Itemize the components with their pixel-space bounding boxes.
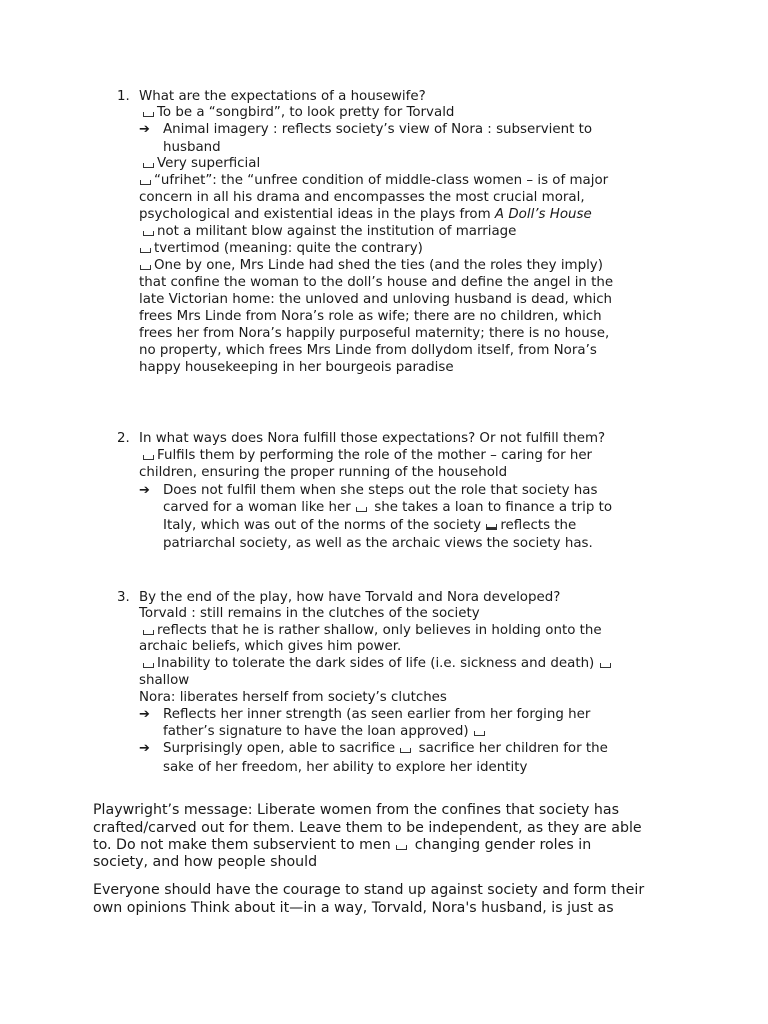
placeholder-glyph-icon [474, 731, 485, 736]
q1-line: that confine the woman to the doll’s house and define the angel in the [139, 275, 614, 290]
q2-line: Does not fulfil them when she steps out the role that society has [163, 483, 598, 498]
q3-line: Torvald : still remains in the clutches of the society [139, 606, 480, 621]
closing-line: Everyone should have the courage to stand up against society and form their [93, 882, 645, 898]
placeholder-glyph-icon [143, 663, 154, 668]
play-title: A Doll’s House [494, 207, 592, 222]
q1-line: frees her from Nora’s happily purposeful maternity; there is no house, [139, 326, 610, 341]
q3-line: sake of her freedom, her ability to explore her identity [163, 760, 528, 775]
q3-line: father’s signature to have the loan approved) [163, 723, 488, 740]
q1-line: happy housekeeping in her bourgeois paradise [139, 360, 454, 375]
placeholder-glyph-icon [143, 630, 154, 635]
message-line: to. Do not make them subservient to men changing gender roles in [93, 837, 592, 853]
q1-line: “ufrihet”: the “unfree condition of middle-class women – is of major [139, 172, 608, 189]
placeholder-glyph-icon [143, 455, 154, 460]
q1-line: concern in all his drama and encompasses the most crucial moral, [139, 190, 585, 205]
q1-question: What are the expectations of a housewife? [139, 89, 426, 104]
closing-line: own opinions Think about it—in a way, Torvald, Nora's husband, is just as [93, 900, 614, 916]
q1-line: frees Mrs Linde from Nora’s role as wife; there are no children, which [139, 309, 602, 324]
arrow-right-icon: ➔ [139, 483, 150, 498]
q3-line: Surprisingly open, able to sacrifice sacrifice her children for the [163, 741, 608, 756]
q2-question: In what ways does Nora fulfill those expectations? Or not fulfill them? [139, 431, 606, 446]
q2-line: Fulfils them by performing the role of the mother – caring for her [142, 447, 592, 464]
q3-line: archaic beliefs, which gives him power. [139, 639, 402, 654]
q3-line: Nora: liberates herself from society’s clutches [139, 690, 447, 705]
q1-line: Very superficial [142, 155, 260, 172]
placeholder-glyph-icon [396, 845, 407, 850]
q1-number: 1. [117, 89, 130, 104]
q1-line: tvertimod (meaning: quite the contrary) [139, 240, 423, 257]
q3-line: Reflects her inner strength (as seen earlier from her forging her [163, 707, 591, 722]
arrow-right-icon: ➔ [139, 741, 150, 756]
q1-line: One by one, Mrs Linde had shed the ties (and the roles they imply) [139, 257, 603, 274]
q1-line: husband [163, 140, 221, 155]
arrow-right-icon: ➔ [139, 707, 150, 722]
message-line: crafted/carved out for them. Leave them to be independent, as they are able [93, 820, 642, 836]
placeholder-glyph-icon [356, 507, 367, 512]
placeholder-glyph-icon [140, 265, 151, 270]
q1-line: late Victorian home: the unloved and unloving husband is dead, which [139, 292, 613, 307]
q3-number: 3. [117, 590, 130, 605]
q3-line: reflects that he is rather shallow, only believes in holding onto the [142, 622, 602, 639]
q3-question: By the end of the play, how have Torvald and Nora developed? [139, 590, 561, 605]
q2-line: carved for a woman like her she takes a loan to finance a trip to [163, 500, 613, 515]
placeholder-glyph-icon [600, 663, 611, 668]
q3-line: shallow [139, 673, 190, 688]
message-line: society, and how people should [93, 854, 318, 870]
placeholder-glyph-icon [143, 112, 154, 117]
q2-line: patriarchal society, as well as the archaic views the society has. [163, 536, 593, 551]
q3-line: Inability to tolerate the dark sides of life (i.e. sickness and death) [142, 655, 614, 672]
placeholder-glyph-icon [140, 180, 151, 185]
placeholder-glyph-icon [140, 248, 151, 253]
q1-line: Animal imagery : reflects society’s view of Nora : subservient to [163, 122, 593, 137]
q2-line: children, ensuring the proper running of the household [139, 465, 508, 480]
arrow-right-icon: ➔ [139, 122, 150, 137]
placeholder-glyph-icon [486, 524, 497, 530]
q1-line: psychological and existential ideas in the plays from A Doll’s House [139, 207, 592, 222]
placeholder-glyph-icon [400, 748, 411, 753]
message-line: Playwright’s message: Liberate women from the confines that society has [93, 802, 619, 818]
placeholder-glyph-icon [143, 231, 154, 236]
q1-line: To be a “songbird”, to look pretty for Torvald [142, 104, 454, 121]
placeholder-glyph-icon [143, 163, 154, 168]
q2-line: Italy, which was out of the norms of the society reflects the [163, 518, 577, 533]
q2-number: 2. [117, 431, 130, 446]
q1-line: no property, which frees Mrs Linde from dollydom itself, from Nora’s [139, 343, 597, 358]
q1-line: not a militant blow against the institution of marriage [142, 223, 516, 240]
